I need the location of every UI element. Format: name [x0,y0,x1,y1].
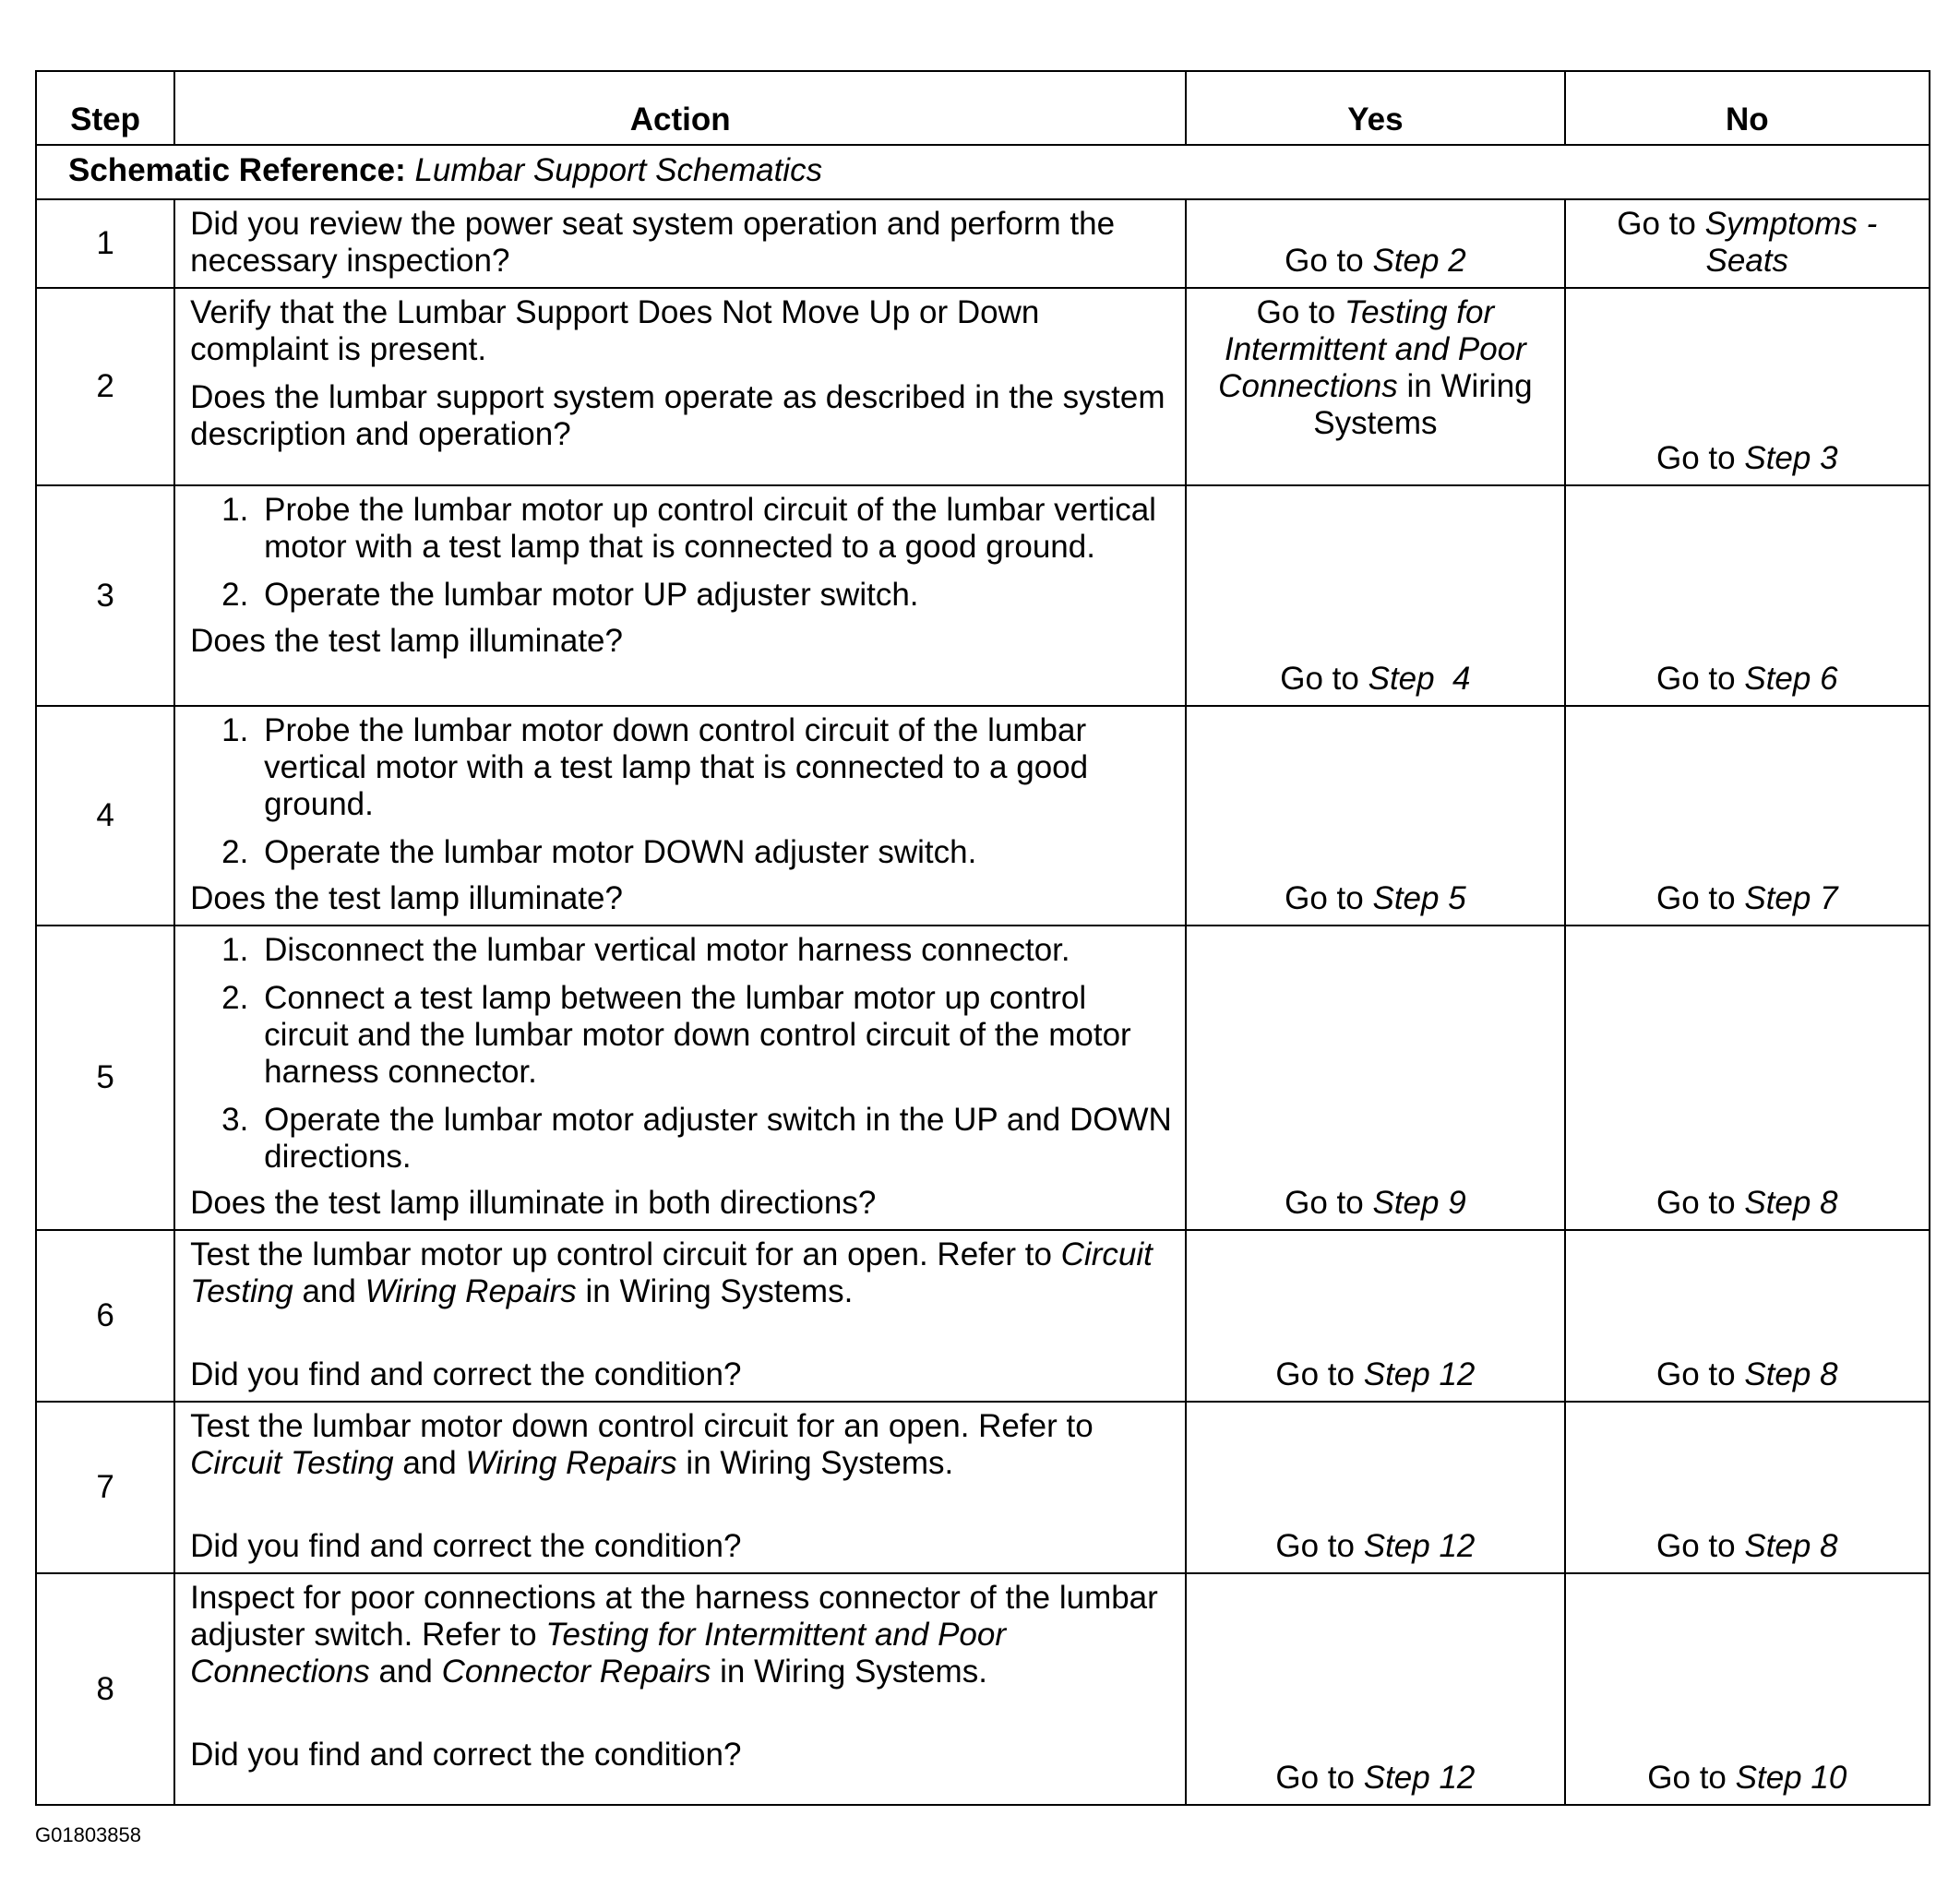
list-item: 1. Disconnect the lumbar vertical motor harness connector. [221,932,1070,968]
no-link[interactable]: Step 6 [1744,661,1838,697]
action-text-part: in Wiring Systems. [720,1654,987,1690]
no-link[interactable]: Step 3 [1744,440,1838,476]
wiring-repairs-link[interactable]: Wiring Repairs [365,1273,577,1309]
yes-link[interactable]: Step 5 [1372,880,1466,916]
goto-text: Go to [1275,1356,1355,1392]
action-text [190,1580,1174,1690]
yes-cell [1186,706,1564,926]
action-cell [174,485,1186,706]
yes-link[interactable]: Step 2 [1372,243,1466,279]
goto-text: Go to [1647,1760,1727,1796]
action-question: Does the test lamp illuminate? [190,623,623,659]
step-number: 8 [36,1573,174,1805]
action-cell [174,706,1186,926]
action-cell [174,199,1186,288]
list-item-text: Probe the lumbar motor up control circuit of the lumbar vertical motor with a test lamp that is connected to a good ground. [264,492,1156,565]
no-link[interactable]: Step 7 [1744,880,1838,916]
header-yes: Yes [1186,71,1564,145]
action-cell [174,288,1186,485]
header-action: Action [174,71,1186,145]
yes-cell [1186,1230,1564,1402]
action-text-part: Inspect for poor connections at the harness connector of the lumbar adjuster switch. Refer to [190,1580,1158,1653]
testing-intermittent-link[interactable]: Testing for Intermittent and Poor Connections [190,1617,1007,1690]
table-row [36,926,1930,1230]
no-cell [1565,199,1930,288]
action-question: Did you find and correct the condition? [190,1356,742,1392]
header-row [36,71,1930,145]
yes-link[interactable]: Testing for Intermittent and Poor Connections [1218,294,1526,404]
yes-cell [1186,485,1564,706]
goto-text: Go to [1656,661,1736,697]
schematic-label: Schematic Reference: [68,151,406,188]
goto-text: Go to [1285,880,1364,916]
list-item: 1. Probe the lumbar motor up control circuit of the lumbar vertical motor with a test lamp that is connected to a good ground. [221,492,1156,565]
action-question: Does the lumbar support system operate as described in the system description and operation? [190,379,1165,452]
goto-text: Go to [1275,1528,1355,1564]
wiring-repairs-link[interactable]: Wiring Repairs [465,1445,677,1481]
list-item-text: Operate the lumbar motor UP adjuster switch. [264,577,919,613]
step-number: 2 [36,288,174,485]
figure-id: G01803858 [35,1823,141,1846]
action-text-part: Test the lumbar motor down control circuit for an open. Refer to [190,1408,1094,1444]
no-link[interactable]: Step 8 [1744,1185,1838,1221]
goto-text: Go to [1656,1528,1736,1564]
list-item-text: Operate the lumbar motor DOWN adjuster switch. [264,834,977,870]
list-item-text: Operate the lumbar motor adjuster switch in the UP and DOWN directions. [264,1102,1172,1175]
action-list [190,492,1174,614]
step-number: 3 [36,485,174,706]
step-number: 1 [36,199,174,288]
action-text [190,1236,1174,1310]
list-item-text: Probe the lumbar motor down control circuit of the lumbar vertical motor with a test lamp that is connected to a good ground. [264,712,1089,822]
diagnostic-table-document [35,70,1930,1806]
table-row [36,199,1930,288]
table-row [36,485,1930,706]
schematic-row [36,145,1930,199]
no-cell [1565,706,1930,926]
no-cell [1565,1230,1930,1402]
action-list [190,932,1174,1176]
step-number: 7 [36,1402,174,1573]
action-text-part: and [402,1445,457,1481]
header-step: Step [36,71,174,145]
yes-link[interactable]: Step 4 [1368,661,1471,697]
yes-cell [1186,926,1564,1230]
goto-text: Go to [1656,440,1736,476]
goto-text: Go to [1656,1185,1736,1221]
no-cell [1565,1402,1930,1573]
list-item: 2. Operate the lumbar motor DOWN adjuster switch. [221,834,977,870]
yes-cell [1186,288,1564,485]
circuit-testing-link[interactable]: Circuit Testing [190,1445,394,1481]
no-link[interactable]: Step 10 [1735,1760,1847,1796]
action-question: Does the test lamp illuminate? [190,880,623,916]
table-row [36,288,1930,485]
goto-text: Go to [1280,661,1359,697]
schematic-reference [36,145,1930,199]
action-cell [174,1573,1186,1805]
table-row [36,706,1930,926]
schematic-value: Lumbar Support Schematics [414,151,823,188]
list-item: 1. Probe the lumbar motor down control circuit of the lumbar vertical motor with a test lamp that is connected to a good ground. [221,712,1089,822]
no-link[interactable]: Step 8 [1744,1528,1838,1564]
table-row [36,1402,1930,1573]
yes-link[interactable]: Step 12 [1363,1356,1476,1392]
no-link[interactable]: Step 8 [1744,1356,1838,1392]
no-cell [1565,926,1930,1230]
action-question: Did you find and correct the condition? [190,1528,742,1564]
table-row [36,1573,1930,1805]
goto-text: Go to [1656,880,1736,916]
action-text: Did you review the power seat system operation and perform the necessary inspection? [190,206,1116,279]
action-list [190,712,1174,871]
list-item: 3. Operate the lumbar motor adjuster switch in the UP and DOWN directions. [221,1102,1172,1175]
action-text-part: and [302,1273,356,1309]
action-question: Does the test lamp illuminate in both directions? [190,1185,877,1221]
action-text-part: in Wiring Systems. [686,1445,954,1481]
goto-text: Go to [1256,294,1336,330]
list-item-text: Disconnect the lumbar vertical motor harness connector. [264,932,1070,968]
step-number: 6 [36,1230,174,1402]
action-cell [174,926,1186,1230]
action-text-part: in Wiring Systems. [585,1273,854,1309]
goto-text: Go to [1275,1760,1355,1796]
action-text [190,1408,1174,1482]
yes-link[interactable]: Step 9 [1372,1185,1466,1221]
circuit-testing-link[interactable]: Circuit Testing [190,1236,1153,1309]
action-cell [174,1230,1186,1402]
action-text-part: and [378,1654,433,1690]
list-item: 2. Operate the lumbar motor UP adjuster switch. [221,577,919,613]
no-link[interactable]: Symptoms - Seats [1704,206,1878,279]
yes-cell [1186,1402,1564,1573]
action-question: Did you find and correct the condition? [190,1737,742,1773]
goto-text: Go to [1285,1185,1364,1221]
no-cell [1565,485,1930,706]
action-text-part: Test the lumbar motor up control circuit for an open. Refer to [190,1236,1052,1272]
step-number: 5 [36,926,174,1230]
action-cell [174,1402,1186,1573]
list-item: 2. Connect a test lamp between the lumbar motor up control circuit and the lumbar motor down control circuit of the motor harness connector. [221,980,1131,1090]
no-cell [1565,288,1930,485]
header-no: No [1565,71,1930,145]
diagnostic-table [35,70,1930,1806]
yes-suffix: in Wiring Systems [1313,368,1533,441]
goto-text: Go to [1656,1356,1736,1392]
yes-link[interactable]: Step 12 [1363,1528,1476,1564]
no-cell [1565,1573,1930,1805]
yes-cell [1186,1573,1564,1805]
goto-text: Go to [1285,243,1364,279]
table-row [36,1230,1930,1402]
yes-cell [1186,199,1564,288]
yes-link[interactable]: Step 12 [1363,1760,1476,1796]
connector-repairs-link[interactable]: Connector Repairs [441,1654,711,1690]
action-text: Verify that the Lumbar Support Does Not Move Up or Down complaint is present. [190,294,1040,367]
list-item-text: Connect a test lamp between the lumbar motor up control circuit and the lumbar motor down control circuit of the motor harness connector. [264,980,1131,1090]
step-number: 4 [36,706,174,926]
goto-text: Go to [1617,206,1696,242]
